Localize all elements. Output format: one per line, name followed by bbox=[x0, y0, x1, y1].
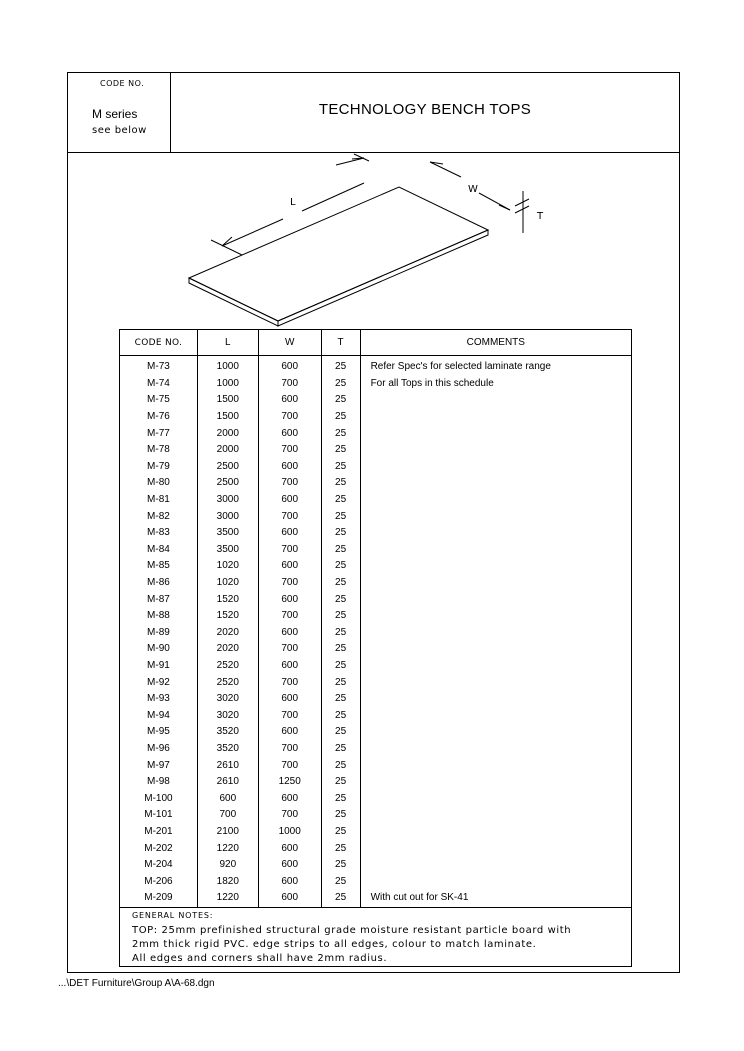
cell-t: 25 bbox=[321, 475, 360, 492]
cell-l: 3020 bbox=[197, 691, 258, 708]
cell-l: 2100 bbox=[197, 824, 258, 841]
cell-code: M-80 bbox=[120, 475, 198, 492]
cell-l: 2610 bbox=[197, 774, 258, 791]
cell-comment bbox=[360, 691, 631, 708]
cell-w: 700 bbox=[258, 442, 321, 459]
t-dimension-tick-a bbox=[515, 199, 529, 206]
cell-code: M-94 bbox=[120, 707, 198, 724]
cell-comment bbox=[360, 409, 631, 426]
cell-code: M-100 bbox=[120, 790, 198, 807]
cell-code: M-201 bbox=[120, 824, 198, 841]
cell-l: 2500 bbox=[197, 475, 258, 492]
table-row bbox=[120, 475, 632, 492]
table-header-row bbox=[120, 330, 632, 356]
cell-comment: For all Tops in this schedule bbox=[360, 376, 631, 393]
cell-t: 25 bbox=[321, 724, 360, 741]
col-header-comments: COMMENTS bbox=[360, 330, 631, 356]
cell-w: 700 bbox=[258, 575, 321, 592]
cell-w: 600 bbox=[258, 857, 321, 874]
cell-t: 25 bbox=[321, 691, 360, 708]
cell-t: 25 bbox=[321, 774, 360, 791]
cell-t: 25 bbox=[321, 392, 360, 409]
col-header-w: W bbox=[258, 330, 321, 356]
t-dimension-label: T bbox=[537, 211, 544, 222]
cell-w: 600 bbox=[258, 356, 321, 376]
cell-code: M-86 bbox=[120, 575, 198, 592]
cell-w: 600 bbox=[258, 425, 321, 442]
cell-code: M-74 bbox=[120, 376, 198, 393]
cell-w: 600 bbox=[258, 492, 321, 509]
cell-comment bbox=[360, 392, 631, 409]
table-row bbox=[120, 608, 632, 625]
cell-code: M-88 bbox=[120, 608, 198, 625]
table-row bbox=[120, 790, 632, 807]
cell-l: 1820 bbox=[197, 873, 258, 890]
cell-code: M-93 bbox=[120, 691, 198, 708]
cell-l: 1520 bbox=[197, 591, 258, 608]
table-row bbox=[120, 774, 632, 791]
cell-w: 700 bbox=[258, 376, 321, 393]
cell-l: 2500 bbox=[197, 459, 258, 476]
cell-w: 600 bbox=[258, 840, 321, 857]
cell-l: 2000 bbox=[197, 425, 258, 442]
l-dimension-line-b bbox=[302, 183, 364, 211]
cell-comment bbox=[360, 774, 631, 791]
table-row bbox=[120, 873, 632, 890]
cell-code: M-92 bbox=[120, 674, 198, 691]
l-dimension-line-c bbox=[336, 158, 364, 165]
cell-comment bbox=[360, 542, 631, 559]
w-dimension-label: W bbox=[468, 184, 478, 195]
cell-comment bbox=[360, 790, 631, 807]
cell-l: 3500 bbox=[197, 525, 258, 542]
drawing-frame bbox=[67, 72, 680, 973]
cell-t: 25 bbox=[321, 840, 360, 857]
cell-code: M-209 bbox=[120, 890, 198, 907]
slab-right-edge bbox=[278, 230, 488, 326]
col-header-code: CODE NO. bbox=[120, 330, 198, 356]
cell-code: M-206 bbox=[120, 873, 198, 890]
code-label: CODE NO. bbox=[100, 79, 145, 88]
cell-code: M-98 bbox=[120, 774, 198, 791]
cell-t: 25 bbox=[321, 356, 360, 376]
cell-t: 25 bbox=[321, 857, 360, 874]
cell-t: 25 bbox=[321, 591, 360, 608]
cell-t: 25 bbox=[321, 409, 360, 426]
cell-w: 600 bbox=[258, 459, 321, 476]
notes-line: All edges and corners shall have 2mm radius. bbox=[132, 953, 388, 964]
cell-t: 25 bbox=[321, 525, 360, 542]
cell-l: 2020 bbox=[197, 625, 258, 642]
cell-l: 3000 bbox=[197, 492, 258, 509]
cell-w: 700 bbox=[258, 707, 321, 724]
table-row bbox=[120, 409, 632, 426]
slab-front-edge bbox=[189, 278, 278, 326]
cell-t: 25 bbox=[321, 674, 360, 691]
table-row bbox=[120, 824, 632, 841]
cell-code: M-75 bbox=[120, 392, 198, 409]
w-dimension-arrow-bottom bbox=[499, 205, 510, 210]
cell-comment bbox=[360, 641, 631, 658]
cell-comment bbox=[360, 625, 631, 642]
table-row bbox=[120, 591, 632, 608]
cell-l: 3520 bbox=[197, 724, 258, 741]
cell-t: 25 bbox=[321, 542, 360, 559]
l-dimension-line-a bbox=[222, 219, 283, 246]
cell-code: M-85 bbox=[120, 558, 198, 575]
cell-comment bbox=[360, 475, 631, 492]
cell-w: 600 bbox=[258, 790, 321, 807]
cell-l: 1500 bbox=[197, 409, 258, 426]
cell-comment bbox=[360, 575, 631, 592]
cell-code: M-78 bbox=[120, 442, 198, 459]
cell-l: 1000 bbox=[197, 356, 258, 376]
col-header-l: L bbox=[197, 330, 258, 356]
cell-w: 600 bbox=[258, 691, 321, 708]
cell-comment bbox=[360, 807, 631, 824]
cell-w: 700 bbox=[258, 508, 321, 525]
cell-comment bbox=[360, 525, 631, 542]
col-header-t: T bbox=[321, 330, 360, 356]
cell-comment bbox=[360, 459, 631, 476]
cell-t: 25 bbox=[321, 890, 360, 907]
table-row bbox=[120, 807, 632, 824]
cell-w: 700 bbox=[258, 757, 321, 774]
cell-code: M-89 bbox=[120, 625, 198, 642]
notes-heading: GENERAL NOTES: bbox=[132, 911, 214, 920]
cell-t: 25 bbox=[321, 873, 360, 890]
w-dimension-line-a bbox=[430, 162, 461, 177]
table-row bbox=[120, 625, 632, 642]
table-row bbox=[120, 459, 632, 476]
schedule-table bbox=[119, 329, 632, 908]
cell-w: 600 bbox=[258, 525, 321, 542]
cell-w: 1000 bbox=[258, 824, 321, 841]
cell-t: 25 bbox=[321, 376, 360, 393]
cell-l: 700 bbox=[197, 807, 258, 824]
cell-comment bbox=[360, 873, 631, 890]
table-row bbox=[120, 542, 632, 559]
cell-l: 1220 bbox=[197, 890, 258, 907]
cell-code: M-77 bbox=[120, 425, 198, 442]
cell-l: 1220 bbox=[197, 840, 258, 857]
cell-comment bbox=[360, 492, 631, 509]
table-row bbox=[120, 492, 632, 509]
cell-comment bbox=[360, 724, 631, 741]
cell-code: M-96 bbox=[120, 741, 198, 758]
cell-w: 1250 bbox=[258, 774, 321, 791]
cell-t: 25 bbox=[321, 625, 360, 642]
table-row bbox=[120, 674, 632, 691]
general-notes bbox=[119, 907, 632, 967]
cell-w: 700 bbox=[258, 608, 321, 625]
table-row bbox=[120, 724, 632, 741]
cell-comment bbox=[360, 757, 631, 774]
code-value: M series bbox=[92, 107, 138, 121]
bench-top-diagram bbox=[68, 73, 679, 333]
cell-t: 25 bbox=[321, 641, 360, 658]
cell-l: 3020 bbox=[197, 707, 258, 724]
cell-t: 25 bbox=[321, 492, 360, 509]
cell-w: 600 bbox=[258, 392, 321, 409]
cell-t: 25 bbox=[321, 508, 360, 525]
table-row bbox=[120, 425, 632, 442]
table-row bbox=[120, 525, 632, 542]
cell-w: 600 bbox=[258, 558, 321, 575]
cell-comment bbox=[360, 824, 631, 841]
table-row bbox=[120, 641, 632, 658]
cell-t: 25 bbox=[321, 658, 360, 675]
cell-w: 600 bbox=[258, 658, 321, 675]
cell-w: 700 bbox=[258, 542, 321, 559]
cell-code: M-202 bbox=[120, 840, 198, 857]
cell-l: 920 bbox=[197, 857, 258, 874]
cell-comment bbox=[360, 608, 631, 625]
cell-comment bbox=[360, 741, 631, 758]
table-row bbox=[120, 757, 632, 774]
cell-w: 700 bbox=[258, 674, 321, 691]
cell-comment bbox=[360, 591, 631, 608]
cell-t: 25 bbox=[321, 575, 360, 592]
cell-comment bbox=[360, 674, 631, 691]
table-row bbox=[120, 691, 632, 708]
table-row bbox=[120, 508, 632, 525]
cell-code: M-79 bbox=[120, 459, 198, 476]
cell-code: M-90 bbox=[120, 641, 198, 658]
cell-comment bbox=[360, 425, 631, 442]
table-row bbox=[120, 392, 632, 409]
cell-code: M-76 bbox=[120, 409, 198, 426]
code-subtext: see below bbox=[92, 125, 147, 136]
table-row bbox=[120, 658, 632, 675]
table-row bbox=[120, 356, 632, 376]
cell-t: 25 bbox=[321, 608, 360, 625]
cell-code: M-97 bbox=[120, 757, 198, 774]
cell-l: 2520 bbox=[197, 674, 258, 691]
cell-l: 3000 bbox=[197, 508, 258, 525]
cell-l: 1500 bbox=[197, 392, 258, 409]
table-row bbox=[120, 707, 632, 724]
cell-w: 700 bbox=[258, 741, 321, 758]
cell-code: M-91 bbox=[120, 658, 198, 675]
cell-w: 600 bbox=[258, 625, 321, 642]
cell-w: 600 bbox=[258, 724, 321, 741]
table-row bbox=[120, 741, 632, 758]
cell-code: M-81 bbox=[120, 492, 198, 509]
cell-l: 600 bbox=[197, 790, 258, 807]
cell-t: 25 bbox=[321, 757, 360, 774]
cell-comment bbox=[360, 707, 631, 724]
notes-line: TOP: 25mm prefinished structural grade moisture resistant particle board with bbox=[132, 925, 572, 936]
cell-comment bbox=[360, 508, 631, 525]
cell-comment bbox=[360, 840, 631, 857]
notes-line: 2mm thick rigid PVC. edge strips to all edges, colour to match laminate. bbox=[132, 939, 537, 950]
cell-code: M-204 bbox=[120, 857, 198, 874]
cell-l: 2520 bbox=[197, 658, 258, 675]
cell-t: 25 bbox=[321, 558, 360, 575]
cell-l: 2610 bbox=[197, 757, 258, 774]
table-row bbox=[120, 442, 632, 459]
l-dimension-label: L bbox=[290, 197, 296, 208]
t-dimension-tick-b bbox=[515, 206, 529, 213]
cell-l: 1020 bbox=[197, 575, 258, 592]
cell-w: 700 bbox=[258, 409, 321, 426]
table-row bbox=[120, 840, 632, 857]
cell-code: M-82 bbox=[120, 508, 198, 525]
table-row bbox=[120, 890, 632, 907]
cell-l: 3520 bbox=[197, 741, 258, 758]
cell-code: M-101 bbox=[120, 807, 198, 824]
cell-w: 700 bbox=[258, 475, 321, 492]
table-row bbox=[120, 857, 632, 874]
cell-l: 2020 bbox=[197, 641, 258, 658]
cell-l: 2000 bbox=[197, 442, 258, 459]
cell-t: 25 bbox=[321, 425, 360, 442]
table-row bbox=[120, 376, 632, 393]
cell-comment: With cut out for SK-41 bbox=[360, 890, 631, 907]
cell-comment bbox=[360, 558, 631, 575]
cell-w: 600 bbox=[258, 591, 321, 608]
cell-w: 600 bbox=[258, 873, 321, 890]
cell-l: 3500 bbox=[197, 542, 258, 559]
cell-t: 25 bbox=[321, 807, 360, 824]
cell-code: M-87 bbox=[120, 591, 198, 608]
cell-comment: Refer Spec's for selected laminate range bbox=[360, 356, 631, 376]
cell-t: 25 bbox=[321, 459, 360, 476]
cell-t: 25 bbox=[321, 442, 360, 459]
cell-code: M-95 bbox=[120, 724, 198, 741]
page-title: TECHNOLOGY BENCH TOPS bbox=[318, 101, 532, 118]
cell-t: 25 bbox=[321, 824, 360, 841]
cell-comment bbox=[360, 442, 631, 459]
cell-code: M-84 bbox=[120, 542, 198, 559]
cell-t: 25 bbox=[321, 790, 360, 807]
cell-l: 1020 bbox=[197, 558, 258, 575]
cell-comment bbox=[360, 857, 631, 874]
cell-t: 25 bbox=[321, 741, 360, 758]
cell-l: 1000 bbox=[197, 376, 258, 393]
file-path-footer: ...\DET Furniture\Group A\A-68.dgn bbox=[58, 978, 215, 989]
cell-comment bbox=[360, 658, 631, 675]
table-row bbox=[120, 558, 632, 575]
cell-l: 1520 bbox=[197, 608, 258, 625]
cell-w: 700 bbox=[258, 807, 321, 824]
table-row bbox=[120, 575, 632, 592]
cell-w: 700 bbox=[258, 641, 321, 658]
cell-code: M-73 bbox=[120, 356, 198, 376]
cell-code: M-83 bbox=[120, 525, 198, 542]
l-dimension-arrow-left bbox=[222, 237, 232, 246]
cell-w: 600 bbox=[258, 890, 321, 907]
cell-t: 25 bbox=[321, 707, 360, 724]
